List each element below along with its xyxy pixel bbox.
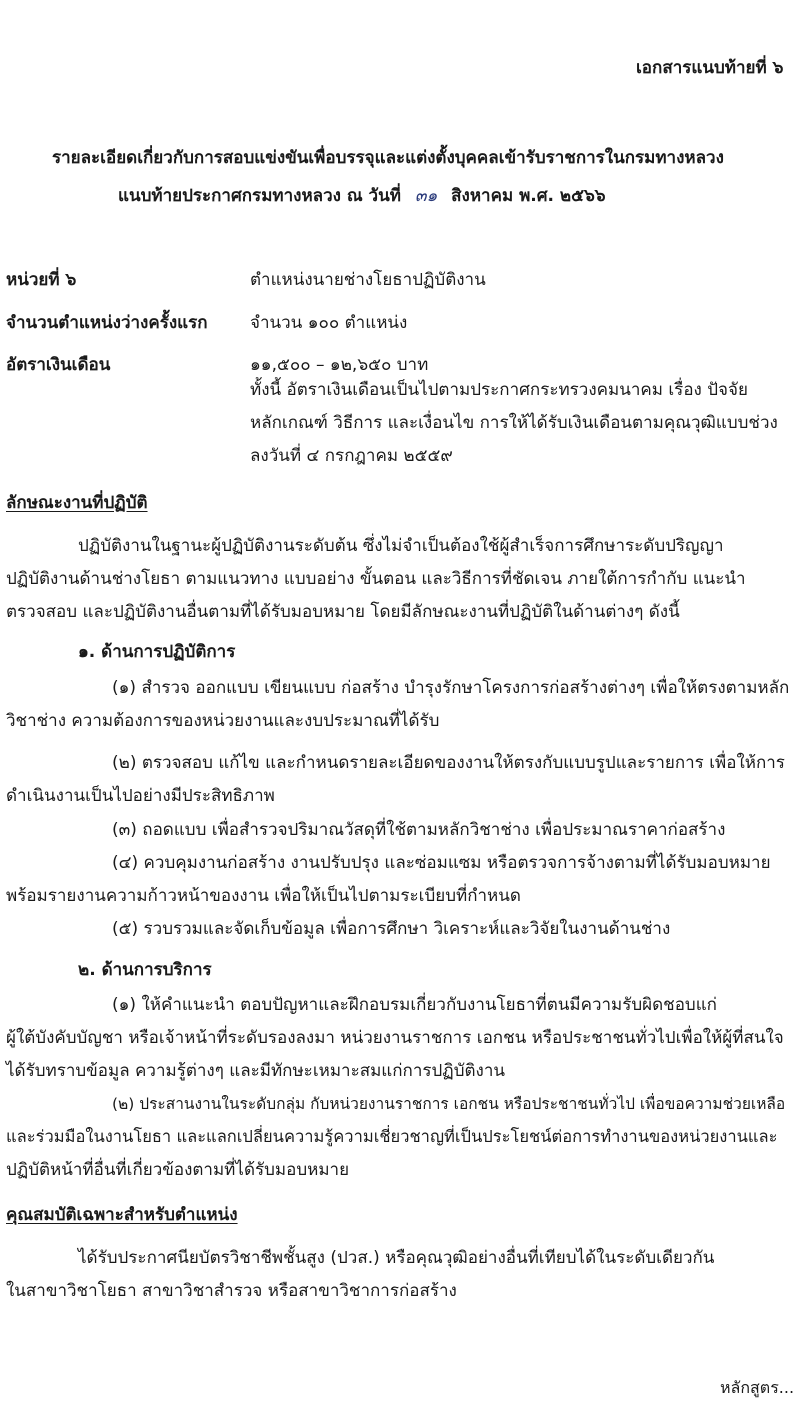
document-subtitle <box>118 184 606 208</box>
section1-line: ดำเนินงานเป็นไปอย่างมีประสิทธิภาพ <box>6 786 275 806</box>
date-day: ๓๑ <box>414 186 438 206</box>
section1-line: (๓) ถอดแบบ เพื่อสำรวจปริมาณวัสดุที่ใช้ตามหลักวิชาช่าง เพื่อประมาณราคาก่อสร้าง <box>112 820 726 840</box>
qualifications-heading: คุณสมบัติเฉพาะสำหรับตำแหน่ง <box>6 1205 238 1225</box>
qualifications-line: ในสาขาวิชาโยธา สาขาวิชาสำรวจ หรือสาขาวิชาการก่อสร้าง <box>6 1281 457 1301</box>
section2-line: ผู้ใต้บังคับบัญชา หรือเจ้าหน้าที่ระดับรองลงมา หน่วยงานราชการ เอกชน หรือประชาชนทั่วไปเพื่อให้ผู้ที่สนใจ <box>6 1028 784 1048</box>
duties-intro-line: ตรวจสอบ และปฏิบัติงานอื่นตามที่ได้รับมอบหมาย โดยมีลักษณะงานที่ปฏิบัติในด้านต่างๆ ดังนี้ <box>6 602 680 622</box>
section1-line: (๔) ควบคุมงานก่อสร้าง งานปรับปรุง และซ่อมแซม หรือตรวจการจ้างตามที่ได้รับมอบหมาย <box>112 853 771 873</box>
duties-intro-line: ปฏิบัติงานในฐานะผู้ปฏิบัติงานระดับต้น ซึ่งไม่จำเป็นต้องใช้ผู้สำเร็จการศึกษาระดับปริญญา <box>78 536 724 556</box>
section2-heading: ๒. ด้านการบริการ <box>78 960 212 980</box>
document-title: รายละเอียดเกี่ยวกับการสอบแข่งขันเพื่อบรรจุและแต่งตั้งบุคคลเข้ารับราชการในกรมทางหลวง <box>52 148 724 168</box>
section2-line: และร่วมมือในงานโยธา และแลกเปลี่ยนความรู้ความเชี่ยวชาญที่เป็นประโยชน์ต่อการทำงานของหน่วยงานและ <box>6 1127 778 1146</box>
section1-line: วิชาช่าง ความต้องการของหน่วยงานและงบประมาณที่ได้รับ <box>6 711 440 731</box>
section1-line: (๑) สำรวจ ออกแบบ เขียนแบบ ก่อสร้าง บำรุงรักษาโครงการก่อสร้างต่างๆ เพื่อให้ตรงตามหลัก <box>112 678 790 698</box>
unit-value: ตำแหน่งนายช่างโยธาปฏิบัติงาน <box>250 270 486 290</box>
section2-line: ปฏิบัติหน้าที่อื่นที่เกี่ยวข้องตามที่ได้รับมอบหมาย <box>6 1160 350 1180</box>
duties-intro-line: ปฏิบัติงานด้านช่างโยธา ตามแนวทาง แบบอย่าง ขั้นตอน และวิธีการที่ชัดเจน ภายใต้การกำกับ แนะนำ <box>6 569 746 589</box>
qualifications-line: ได้รับประกาศนียบัตรวิชาชีพชั้นสูง (ปวส.) หรือคุณวุฒิอย่างอื่นที่เทียบได้ในระดับเดียวกัน <box>78 1248 715 1268</box>
vacancy-label: จำนวนตำแหน่งว่างครั้งแรก <box>6 313 208 333</box>
salary-line: ๑๑,๕๐๐ – ๑๒,๖๕๐ บาท <box>250 355 429 375</box>
salary-line: ทั้งนี้ อัตราเงินเดือนเป็นไปตามประกาศกระทรวงคมนาคม เรื่อง ปัจจัย <box>250 380 748 400</box>
vacancy-value: จำนวน ๑๐๐ ตำแหน่ง <box>250 313 408 333</box>
section1-line: (๕) รวบรวมและจัดเก็บข้อมูล เพื่อการศึกษา วิเคราะห์และวิจัยในงานด้านช่าง <box>112 919 671 939</box>
salary-line: ลงวันที่ ๔ กรกฎาคม ๒๕๕๙ <box>250 446 453 466</box>
section1-line: (๒) ตรวจสอบ แก้ไข และกำหนดรายละเอียดของงานให้ตรงกับแบบรูปและรายการ เพื่อให้การ <box>112 753 785 773</box>
subtitle-prefix: แนบท้ายประกาศกรมทางหลวง ณ วันที่ <box>118 186 401 206</box>
duties-heading: ลักษณะงานที่ปฏิบัติ <box>6 493 148 513</box>
section2-line: (๒) ประสานงานในระดับกลุ่ม กับหน่วยงานราชการ เอกชน หรือประชาชนทั่วไป เพื่อขอความช่วยเหลือ <box>112 1095 786 1113</box>
section1-heading: ๑. ด้านการปฏิบัติการ <box>78 642 236 662</box>
section1-line: พร้อมรายงานความก้าวหน้าของงาน เพื่อให้เป็นไปตามระเบียบที่กำหนด <box>6 886 521 906</box>
unit-label: หน่วยที่ ๖ <box>6 270 77 290</box>
salary-line: หลักเกณฑ์ วิธีการ และเงื่อนไข การให้ได้รับเงินเดือนตามคุณวุฒิแบบช่วง <box>250 413 778 433</box>
salary-label: อัตราเงินเดือน <box>6 355 111 375</box>
section2-line: ได้รับทราบข้อมูล ความรู้ต่างๆ และมีทักษะเหมาะสมแก่การปฏิบัติงาน <box>6 1061 506 1081</box>
continued-marker: หลักสูตร... <box>720 1378 795 1397</box>
date-rest: สิงหาคม พ.ศ. ๒๕๖๖ <box>451 186 606 206</box>
section2-line: (๑) ให้คำแนะนำ ตอบปัญหาและฝึกอบรมเกี่ยวกับงานโยธาที่ตนมีความรับผิดชอบแก่ <box>112 995 717 1015</box>
annex-label: เอกสารแนบท้ายที่ ๖ <box>636 58 784 78</box>
